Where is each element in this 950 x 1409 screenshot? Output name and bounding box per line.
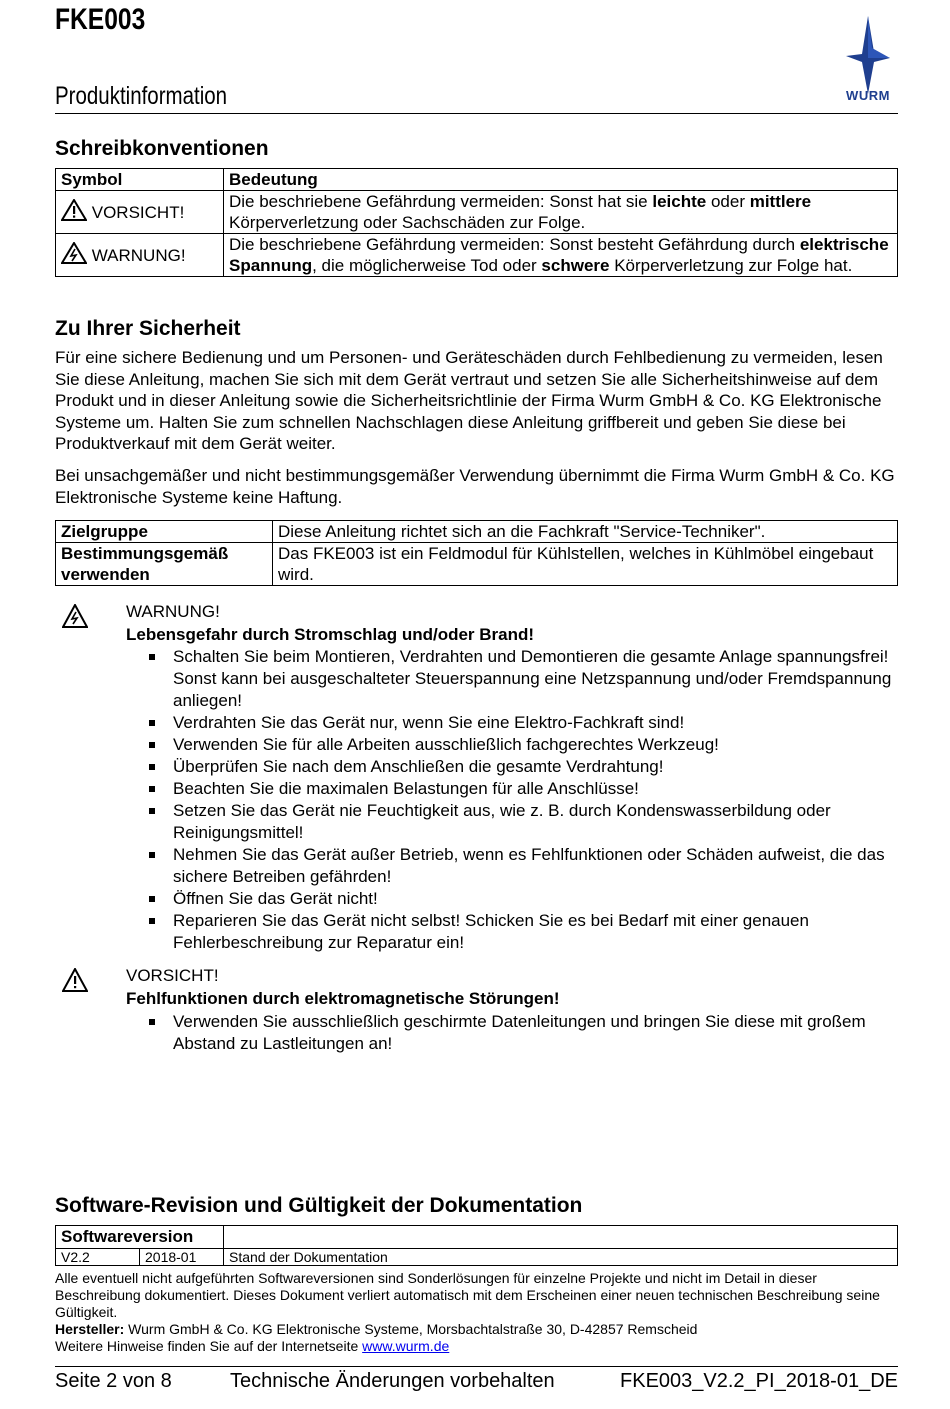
meaning-cell	[224, 234, 898, 277]
table-row	[56, 521, 898, 543]
version-cell: V2.2	[56, 1249, 140, 1266]
header-divider	[55, 113, 898, 114]
list-item: Beachten Sie die maximalen Belastungen für alle Anschlüsse!	[126, 778, 898, 800]
warning-triangle-icon	[62, 968, 88, 992]
list-item: Öffnen Sie das Gerät nicht!	[126, 888, 898, 910]
caution-title: VORSICHT!	[126, 966, 219, 985]
page-number: Seite 2 von 8	[55, 1370, 172, 1392]
meaning-bold: elektrische Spannung	[229, 235, 889, 275]
website-link[interactable]: www.wurm.de	[362, 1338, 450, 1354]
footer-notice: Technische Änderungen vorbehalten	[230, 1370, 555, 1392]
list-item: Reparieren Sie das Gerät nicht selbst! Schicken Sie es bei Bedarf mit einer genauen Fehlerbeschreibung zur Reparatur ein!	[126, 910, 898, 954]
list-item: Verdrahten Sie das Gerät nur, wenn Sie eine Elektro-Fachkraft sind!	[126, 712, 898, 734]
meaning-bold: leichte	[652, 192, 707, 211]
meaning-bold: mittlere	[749, 192, 812, 211]
meaning-text: Körperverletzung zur Folge hat.	[609, 256, 853, 275]
software-table	[55, 1225, 898, 1266]
document-id: FKE003_V2.2_PI_2018-01_DE	[620, 1370, 898, 1392]
date-cell: 2018-01	[140, 1249, 224, 1266]
warning-subtitle: Lebensgefahr durch Stromschlag und/oder Brand!	[126, 625, 535, 644]
symbol-label: WARNUNG!	[91, 246, 186, 265]
electric-warning-icon	[61, 242, 87, 264]
meaning-text: Körperverletzung oder Sachschäden zur Folge.	[229, 213, 586, 232]
footer-divider	[55, 1366, 898, 1367]
warning-list	[126, 646, 898, 954]
document-subtitle: Produktinformation	[55, 82, 228, 110]
table-row	[56, 234, 898, 277]
meaning-bold: schwere	[541, 256, 610, 275]
table-row	[56, 191, 898, 234]
meaning-text: Die beschriebene Gefährdung vermeiden: Sonst besteht Gefährdung durch	[229, 235, 800, 254]
warning-triangle-icon	[61, 199, 87, 221]
status-cell: Stand der Dokumentation	[224, 1249, 898, 1266]
more-info-text: Weitere Hinweise finden Sie auf der Internetseite	[55, 1338, 363, 1354]
col-symbol: Symbol	[56, 169, 224, 191]
safety-paragraph-1: Für eine sichere Bedienung und um Personen- und Geräteschäden durch Fehlbedienung zu vermeiden, lesen Sie diese Anleitung, machen Sie sich mit dem Gerät vertraut und setzen Sie alle Sicherheitshinweise auf dem Produkt und in dieser Anleitung sowie die Sicherheitsrichtlinie der Firma Wurm GmbH & Co. KG Elektronische Systeme um. Halten Sie zum schnellen Nachschlagen diese Anleitung griffbereit und geben Sie diese bei Produktverkauf mit dem Gerät weiter.	[55, 348, 883, 453]
document-title: FKE003	[55, 3, 146, 36]
target-label: Zielgruppe	[56, 521, 273, 543]
target-value: Diese Anleitung richtet sich an die Fachkraft "Service-Techniker".	[273, 521, 898, 543]
safety-paragraph-2: Bei unsachgemäßer und nicht bestimmungsgemäßer Verwendung übernimmt die Firma Wurm GmbH & Co. KG Elektronische Systeme keine Haftung.	[55, 466, 895, 507]
conventions-table	[55, 168, 898, 277]
meaning-cell	[224, 191, 898, 234]
symbol-label: VORSICHT!	[91, 203, 185, 222]
validity-note: Alle eventuell nicht aufgeführten Softwareversionen sind Sonderlösungen für einzelne Projekte und nicht im Detail in dieser Beschreibung dokumentiert. Dieses Dokument verliert automatisch mit dem Erscheinen einer neuen technischen Beschreibung seine Gültigkeit.	[55, 1270, 880, 1320]
caution-list	[126, 1011, 898, 1055]
list-item: Überprüfen Sie nach dem Anschließen die gesamte Verdrahtung!	[126, 756, 898, 778]
symbol-cell	[56, 234, 224, 277]
target-label: Bestimmungsgemäß verwenden	[56, 543, 273, 586]
list-item: Verwenden Sie für alle Arbeiten ausschließlich fachgerechtes Werkzeug!	[126, 734, 898, 756]
col-meaning: Bedeutung	[224, 169, 898, 191]
conventions-heading: Schreibkonventionen	[55, 137, 269, 160]
table-row	[56, 1249, 898, 1266]
table-row	[56, 1226, 898, 1249]
list-item: Nehmen Sie das Gerät außer Betrieb, wenn es Fehlfunktionen oder Schäden aufweist, die das sichere Betreiben gefährden!	[126, 844, 898, 888]
meaning-text: Die beschriebene Gefährdung vermeiden: Sonst hat sie	[229, 192, 653, 211]
electric-warning-icon	[62, 604, 88, 628]
meaning-text: , die möglicherweise Tod oder	[312, 256, 542, 275]
software-version-header: Softwareversion	[56, 1226, 224, 1249]
symbol-cell	[56, 191, 224, 234]
list-item: Schalten Sie beim Montieren, Verdrahten und Demontieren die gesamte Anlage spannungsfrei! Sonst kann bei ausgeschalteter Steuerspannung eine Netzspannung und/oder Fremdspannung anliegen!	[126, 646, 898, 712]
table-row	[56, 543, 898, 586]
safety-heading: Zu Ihrer Sicherheit	[55, 317, 241, 340]
logo-text: WURM	[846, 88, 890, 103]
target-table	[55, 520, 898, 586]
empty-header-cell	[224, 1226, 898, 1249]
list-item: Verwenden Sie ausschließlich geschirmte Datenleitungen und bringen Sie diese mit großem Abstand zu Lastleitungen an!	[126, 1011, 898, 1055]
target-value: Das FKE003 ist ein Feldmodul für Kühlstellen, welches in Kühlmöbel eingebaut wird.	[273, 543, 898, 586]
list-item: Setzen Sie das Gerät nie Feuchtigkeit aus, wie z. B. durch Kondenswasserbildung oder Reinigungsmittel!	[126, 800, 898, 844]
manufacturer-line	[55, 1321, 900, 1338]
software-heading: Software-Revision und Gültigkeit der Dokumentation	[55, 1194, 583, 1217]
warning-title: WARNUNG!	[126, 602, 220, 621]
caution-subtitle: Fehlfunktionen durch elektromagnetische Störungen!	[126, 989, 560, 1008]
meaning-text: oder	[706, 192, 750, 211]
manufacturer-text: Wurm GmbH & Co. KG Elektronische Systeme, Morsbachtalstraße 30, D-42857 Remscheid	[124, 1321, 698, 1337]
manufacturer-label: Hersteller:	[55, 1321, 125, 1337]
more-info-line	[55, 1338, 900, 1355]
